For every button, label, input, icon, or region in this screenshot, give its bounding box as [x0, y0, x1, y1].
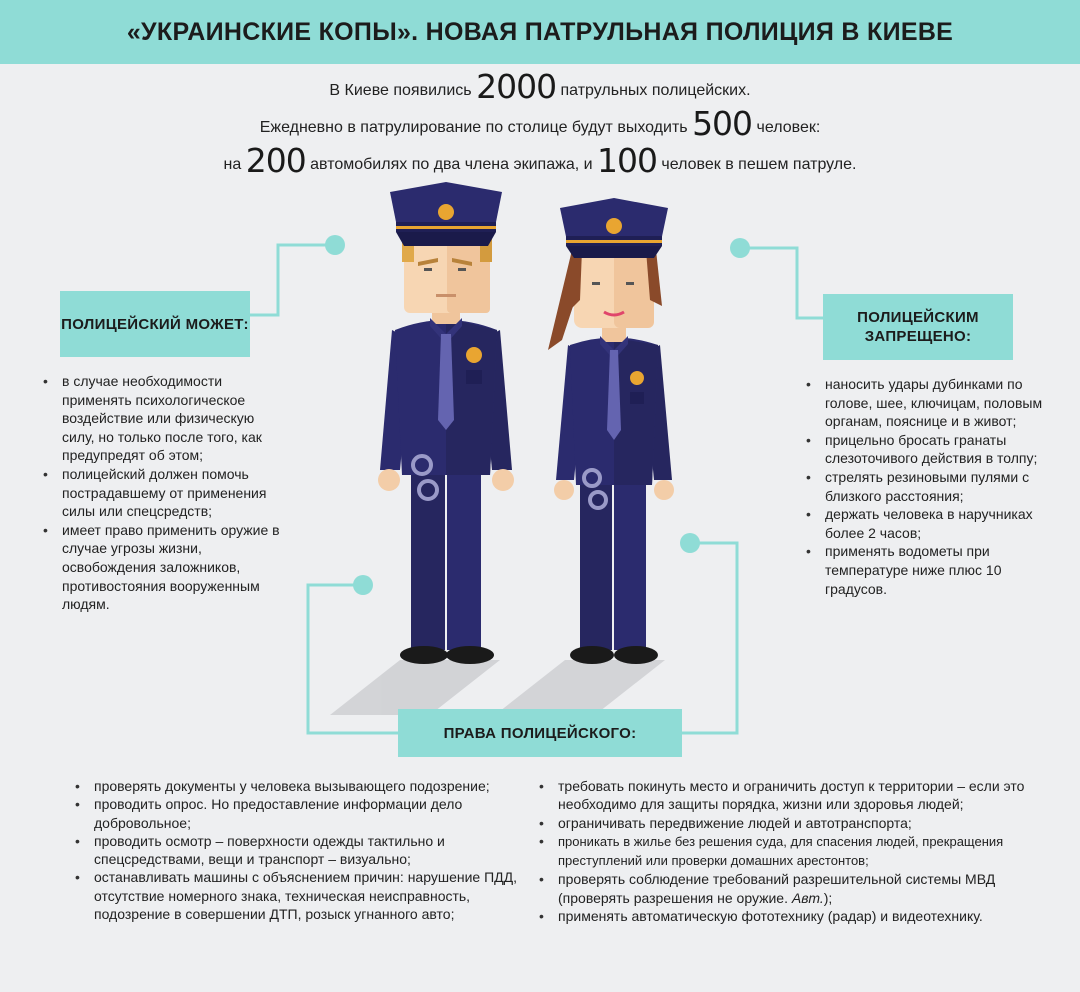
list-item: • имеет право применить оружие в случае угрозы жизни, освобождения заложников, противостояния вооруженным людям. [40, 521, 280, 614]
intro-text-part: В Киеве появились [329, 82, 477, 99]
forbidden-list [803, 375, 1043, 598]
rights-list-left [72, 777, 532, 923]
list-item: • полицейский должен помочь пострадавшему от применения силы или спецсредств; [40, 465, 280, 521]
list-item [536, 832, 1056, 871]
male-officer-figure [378, 182, 514, 664]
list-item [536, 870, 1056, 907]
list-item: • ограничивать передвижение людей и автотранспорта; [536, 814, 1056, 832]
stat-total-officers: 2000 [476, 67, 557, 106]
list-item: • прицельно бросать гранаты слезоточивого действия в толпу; [803, 431, 1043, 468]
list-item: • применять автоматическую фототехнику (радар) и видеотехнику. [536, 907, 1056, 925]
intro-text-part: патрульных полицейских. [556, 82, 751, 99]
list-item: • проводить осмотр – поверхности одежды тактильно и спецсредствами, вещи и транспорт – визуально; [72, 832, 532, 869]
list-item: • проверять документы у человека вызывающего подозрение; [72, 777, 532, 795]
forbidden-heading: ПОЛИЦЕЙСКИМ ЗАПРЕЩЕНО: [823, 294, 1013, 360]
list-item-text: проверять соблюдение требований разрешительной системы МВД (проверять разрешения не оружие. [558, 871, 996, 906]
intro-text-part: на [223, 156, 246, 173]
stat-daily-patrol: 500 [692, 104, 753, 143]
list-item: • проводить опрос. Но предоставление информации дело добровольное; [72, 795, 532, 832]
list-item: • требовать покинуть место и ограничить доступ к территории – если это необходимо для защиты порядка, жизни или здоровья людей; [536, 777, 1056, 814]
intro-text-part: автомобилях по два члена экипажа, и [305, 156, 597, 173]
rights-list-right [536, 777, 1056, 925]
rights-heading: ПРАВА ПОЛИЦЕЙСКОГО: [398, 709, 682, 757]
list-item: • наносить удары дубинками по голове, шее, ключицам, половым органам, пояснице и в живот; [803, 375, 1043, 431]
list-item: • стрелять резиновыми пулями с близкого расстояния; [803, 468, 1043, 505]
author-note: Авт. [791, 889, 824, 906]
list-item: • останавливать машины с объяснением причин: нарушение ПДД, отсутствие номерного знака, техническая неисправность, подозрение в совершении ДТП, розыск угнанного авто; [72, 868, 532, 923]
connector-lines [250, 235, 823, 733]
page-title: «УКРАИНСКИЕ КОПЫ». НОВАЯ ПАТРУЛЬНАЯ ПОЛИЦИЯ В КИЕВЕ [126, 17, 954, 46]
can-do-list [40, 372, 280, 614]
list-item-text: проникать в жилье без решения суда, для спасения людей, прекращения преступлений или проверки домашних арестонтов; [558, 833, 1004, 869]
stat-foot-patrol: 100 [596, 141, 657, 180]
shadows [330, 660, 665, 715]
intro-text-part: Ежедневно в патрулирование по столице будут выходить [259, 119, 693, 136]
list-item: • применять водометы при температуре ниже плюс 10 градусов. [803, 542, 1043, 598]
intro-text-part: человек в пешем патруле. [656, 156, 857, 173]
intro-text-part: человек: [752, 119, 821, 136]
female-officer-figure [548, 198, 674, 664]
list-item: • в случае необходимости применять психологическое воздействие или физическую силу, но только после того, как предупредят об этом; [40, 372, 280, 465]
can-do-heading: ПОЛИЦЕЙСКИЙ МОЖЕТ: [60, 291, 250, 357]
stat-cars: 200 [245, 141, 306, 180]
author-note-tail: ); [823, 889, 833, 906]
list-item: • держать человека в наручниках более 2 часов; [803, 505, 1043, 542]
